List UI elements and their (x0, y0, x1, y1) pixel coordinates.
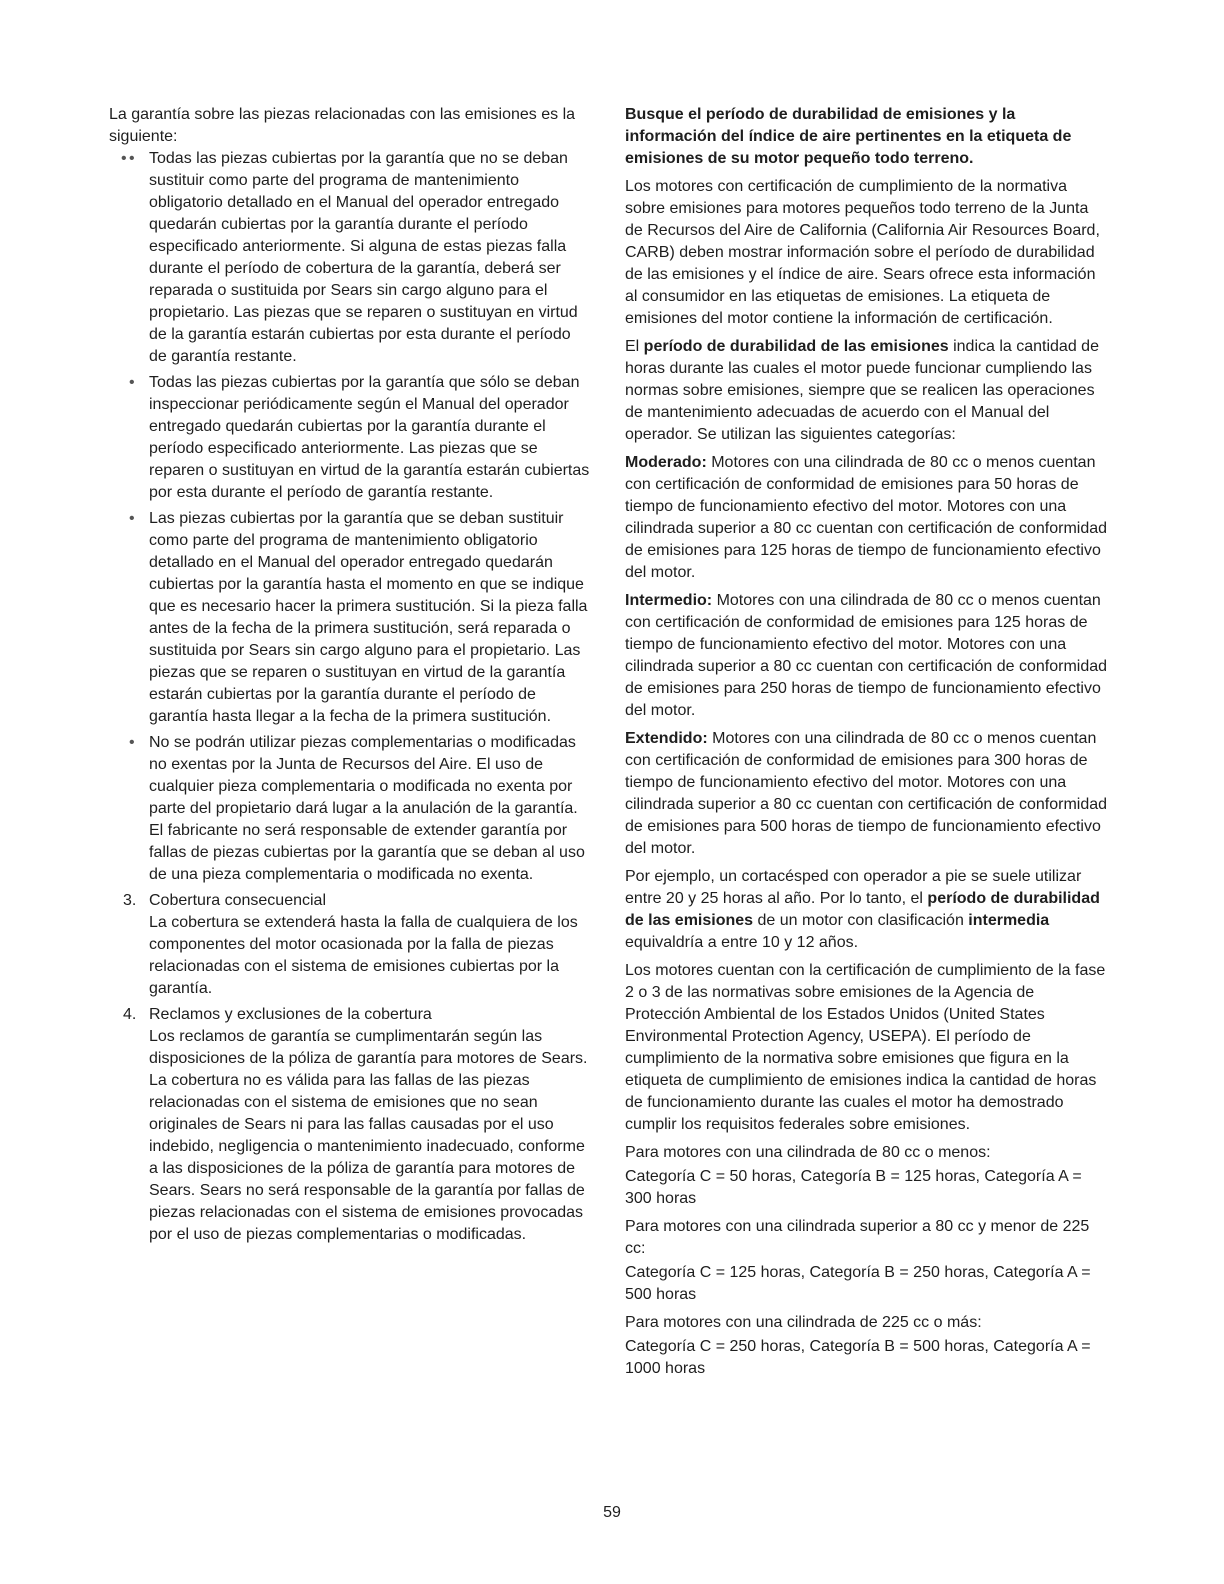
item-number: 3. (123, 892, 137, 909)
left-column (109, 104, 591, 1250)
durability-paragraph (625, 336, 1110, 446)
group-2-values: Categoría C = 125 horas, Categoría B = 250 horas, Categoría A = 500 horas (625, 1264, 1091, 1303)
group-3-values: Categoría C = 250 horas, Categoría B = 500 horas, Categoría A = 1000 horas (625, 1338, 1091, 1377)
example-bold-1: período de durabilidad de las emisiones (625, 890, 1100, 929)
bullet-text-3: Las piezas cubiertas por la garantía que se deban sustituir como parte del programa de mantenimiento obligatorio detallado en el Manual del operador entregado quedarán cubiertas por la garantía hasta el momento en que se indique que es necesario hacer la primera sustitución. Si la pieza falla antes de la fecha de la primera sustitución, será reparada o sustituida por Sears sin cargo alguno para el propietario. Las piezas que se reparen o sustituyan en virtud de la garantía estarán cubiertas por la garantía durante el período de garantía hasta llegar a la fecha de la primera sustitución. (149, 510, 588, 725)
durability-term: período de durabilidad de las emisiones (643, 338, 949, 355)
category-text: Motores con una cilindrada de 80 cc o menos cuentan con certificación de conformidad de emisiones para 125 horas de tiempo de funcionamiento efectivo del motor. Motores con una cilindrada superior a 80 cc cuentan con certificación de conformidad de emisiones para 250 horas de tiempo de funcionamiento efectivo del motor. (625, 592, 1108, 719)
item-title: Cobertura consecuencial (149, 892, 326, 909)
durability-text-pre: El (625, 338, 644, 355)
item-body: La cobertura se extenderá hasta la falla de cualquiera de los componentes del motor ocasionada por la falla de piezas relacionadas con el sistema de emisiones cubiertas por la garantía. (149, 914, 578, 997)
numbered-item-4 (123, 1004, 591, 1246)
category-text: Motores con una cilindrada de 80 cc o menos cuentan con certificación de conformidad de emisiones para 50 horas de tiempo de funcionamiento efectivo del motor. Motores con una cilindrada superior a 80 cc cuentan con certificación de conformidad de emisiones para 125 horas de tiempo de funcionamiento efectivo del motor. (625, 454, 1108, 581)
page-number: 59 (603, 1504, 621, 1521)
bullet-item-1 (149, 148, 591, 368)
bullet-text-2: Todas las piezas cubiertas por la garantía que sólo se deban inspeccionar periódicamente según el Manual del operador entregado quedarán cubiertas por la garantía durante el período especificado anteriormente. Las piezas que se reparen o sustituyan en virtud de la garantía estarán cubiertas por esta durante el período de garantía restante. (149, 374, 590, 501)
category-intermedio (625, 590, 1110, 722)
example-text-3: equivaldría a entre 10 y 12 años. (625, 934, 859, 951)
item-title: Reclamos y exclusiones de la cobertura (149, 1006, 432, 1023)
category-label: Extendido: (625, 730, 708, 747)
intro-paragraph: La garantía sobre las piezas relacionadas con las emisiones es la siguiente: (109, 106, 576, 145)
category-text: Motores con una cilindrada de 80 cc o menos cuentan con certificación de conformidad de emisiones para 300 horas de tiempo de funcionamiento efectivo del motor. Motores con una cilindrada superior a 80 cc cuentan con certificación de conformidad de emisiones para 500 horas de tiempo de funcionamiento efectivo del motor. (625, 730, 1108, 857)
usepa-paragraph: Los motores cuentan con la certificación de cumplimiento de la fase 2 o 3 de las normativas sobre emisiones de la Agencia de Protección Ambiental de los Estados Unidos (United States Environmental Protection Agency, USEPA). El período de cumplimiento de la normativa sobre emisiones que figura en la etiqueta de cumplimiento de emisiones indica la cantidad de horas de funcionamiento durante las cuales el motor ha demostrado cumplir los requisitos federales sobre emisiones. (625, 962, 1106, 1133)
numbered-list (109, 890, 591, 1246)
group-1-heading: Para motores con una cilindrada de 80 cc o menos: (625, 1144, 991, 1161)
bullet-item-3 (149, 508, 591, 728)
bullet-text-1: Todas las piezas cubiertas por la garantía que no se deban sustituir como parte del programa de mantenimiento obligatorio detallado en el Manual del operador entregado quedarán cubiertas por la garantía durante el período especificado anteriormente. Si alguna de estas piezas falla durante el período de cobertura de la garantía, deberá ser reparada o sustituida por Sears sin cargo alguno para el propietario. Las piezas que se reparen o sustituyan en virtud de la garantía estarán cubiertas por esta durante el período de garantía restante. (149, 150, 578, 365)
example-text-2: de un motor con clasificación (753, 912, 969, 929)
example-text-1: Por ejemplo, un cortacésped con operador a pie se suele utilizar entre 20 y 25 horas al año. Por lo tanto, el (625, 868, 1082, 907)
category-extendido (625, 728, 1110, 860)
durability-text-post: indica la cantidad de horas durante las cuales el motor puede funcionar cumpliendo las normas sobre emisiones, siempre que se realicen las operaciones de mantenimiento adecuadas de acuerdo con el Manual del operador. Se utilizan las siguientes categorías: (625, 338, 1099, 443)
bullet-text-4: No se podrán utilizar piezas complementarias o modificadas no exentas por la Junta de Recursos del Aire. El uso de cualquier pieza complementaria o modificada no exenta por parte del propietario dará lugar a la anulación de la garantía. El fabricante no será responsable de extender garantía por fallas de piezas cubiertas por la garantía que se deban al uso de una pieza complementaria o modificada no exenta. (149, 734, 585, 883)
coverage-bullet-list (109, 148, 591, 886)
category-label: Intermedio: (625, 592, 713, 609)
example-paragraph (625, 866, 1110, 954)
carb-paragraph: Los motores con certificación de cumplimiento de la normativa sobre emisiones para motores pequeños todo terreno de la Junta de Recursos del Aire de California (California Air Resources Board, CARB) deben mostrar información sobre el período de durabilidad de las emisiones y el índice de aire. Sears ofrece esta información al consumidor en las etiquetas de emisiones. La etiqueta de emisiones del motor contiene la información de certificación. (625, 178, 1100, 327)
category-moderado (625, 452, 1110, 584)
bullet-item-2 (149, 372, 591, 504)
group-3-heading: Para motores con una cilindrada de 225 cc o más: (625, 1314, 982, 1331)
right-column (625, 104, 1110, 1386)
group-2-heading: Para motores con una cilindrada superior a 80 cc y menor de 225 cc: (625, 1218, 1090, 1257)
item-number: 4. (123, 1006, 137, 1023)
numbered-item-3 (123, 890, 591, 1000)
bullet-item-4 (149, 732, 591, 886)
section-heading: Busque el período de durabilidad de emisiones y la información del índice de aire pertinentes en la etiqueta de emisiones de su motor pequeño todo terreno. (625, 106, 1072, 167)
group-1-values: Categoría C = 50 horas, Categoría B = 125 horas, Categoría A = 300 horas (625, 1168, 1082, 1207)
category-label: Moderado: (625, 454, 707, 471)
example-bold-2: intermedia (968, 912, 1050, 929)
item-body: Los reclamos de garantía se cumplimentarán según las disposiciones de la póliza de garantía para motores de Sears. La cobertura no es válida para las fallas de las piezas relacionadas con el sistema de emisiones que no sean originales de Sears ni para las fallas causadas por el uso indebido, negligencia o mantenimiento inadecuado, conforme a las disposiciones de la póliza de garantía para motores de Sears. Sears no será responsable de la garantía por fallas de piezas relacionadas con el sistema de emisiones provocadas por el uso de piezas complementarias o modificadas. (149, 1028, 588, 1243)
